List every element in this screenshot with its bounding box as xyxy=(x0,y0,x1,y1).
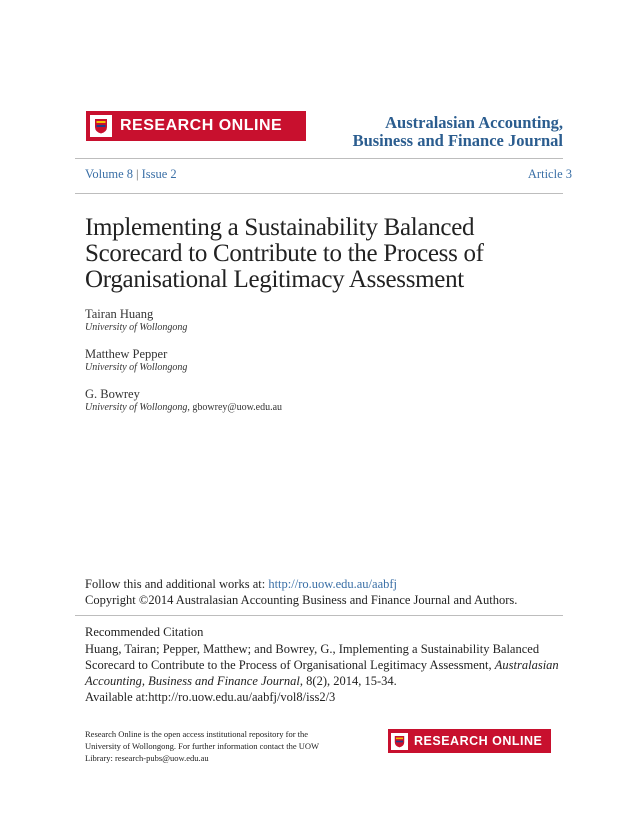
author-affiliation xyxy=(85,402,282,413)
follow-line xyxy=(85,576,517,592)
research-online-logo-footer[interactable] xyxy=(388,729,551,753)
volume-issue-links xyxy=(85,167,177,182)
article-title: Implementing a Sustainability Balanced Scorecard to Contribute to the Process of Organisational Legitimacy Assessment xyxy=(85,214,484,293)
author-email[interactable]: , gbowrey@uow.edu.au xyxy=(187,402,283,413)
citation-heading: Recommended Citation xyxy=(85,625,204,639)
author-name: Matthew Pepper xyxy=(85,347,168,361)
follow-prefix: Follow this and additional works at: xyxy=(85,577,269,591)
author-affiliation xyxy=(85,362,187,373)
journal-title[interactable] xyxy=(353,114,563,150)
affiliation-text: University of Wollongong xyxy=(85,322,188,333)
journal-title-line2: Business and Finance Journal xyxy=(352,131,563,150)
follow-section xyxy=(85,576,517,608)
logo-text: RESEARCH ONLINE xyxy=(414,734,543,748)
issue-divider xyxy=(75,193,563,194)
follow-url-link[interactable]: http://ro.uow.edu.au/aabfj xyxy=(268,577,397,591)
citation-part1: Huang, Tairan; Pepper, Matthew; and Bowrey, G., Implementing a Sustainability Balanced Scorecard to Contribute to the Process of Organisational Legitimacy Assessment, xyxy=(85,642,540,672)
author-affiliation xyxy=(85,322,187,333)
affiliation-text: University of Wollongong xyxy=(85,402,188,413)
author-name: Tairan Huang xyxy=(85,307,154,321)
uow-crest-icon xyxy=(90,115,112,137)
citation-journal: Australasian Accounting, Business and Finance Journal xyxy=(85,658,559,688)
citation-part2: , 8(2), 2014, 15-34. xyxy=(299,674,397,688)
copyright-text: Copyright ©2014 Australasian Accounting Business and Finance Journal and Authors. xyxy=(85,593,518,607)
uow-crest-icon xyxy=(391,733,408,750)
research-online-logo[interactable] xyxy=(86,111,306,141)
footer-text: Research Online is the open access institutional repository for the University of Wollongong. For further information contact the UOW Library: research-pubs@uow.edu.au xyxy=(85,729,319,763)
issue-bar xyxy=(85,167,572,182)
header-divider xyxy=(75,158,563,159)
article-link[interactable]: Article 3 xyxy=(527,167,572,181)
citation-text xyxy=(85,641,563,705)
author-name: G. Bowrey xyxy=(85,387,140,401)
logo-text: RESEARCH ONLINE xyxy=(120,117,283,134)
citation-divider xyxy=(75,615,563,616)
issue-link[interactable]: Issue 2 xyxy=(141,167,177,181)
affiliation-text: University of Wollongong xyxy=(85,362,188,373)
citation-available[interactable]: Available at:http://ro.uow.edu.au/aabfj/vol8/iss2/3 xyxy=(85,690,336,704)
volume-link[interactable]: Volume 8 xyxy=(85,167,134,181)
separator: | xyxy=(136,167,139,181)
journal-title-line1: Australasian Accounting, xyxy=(385,113,563,132)
